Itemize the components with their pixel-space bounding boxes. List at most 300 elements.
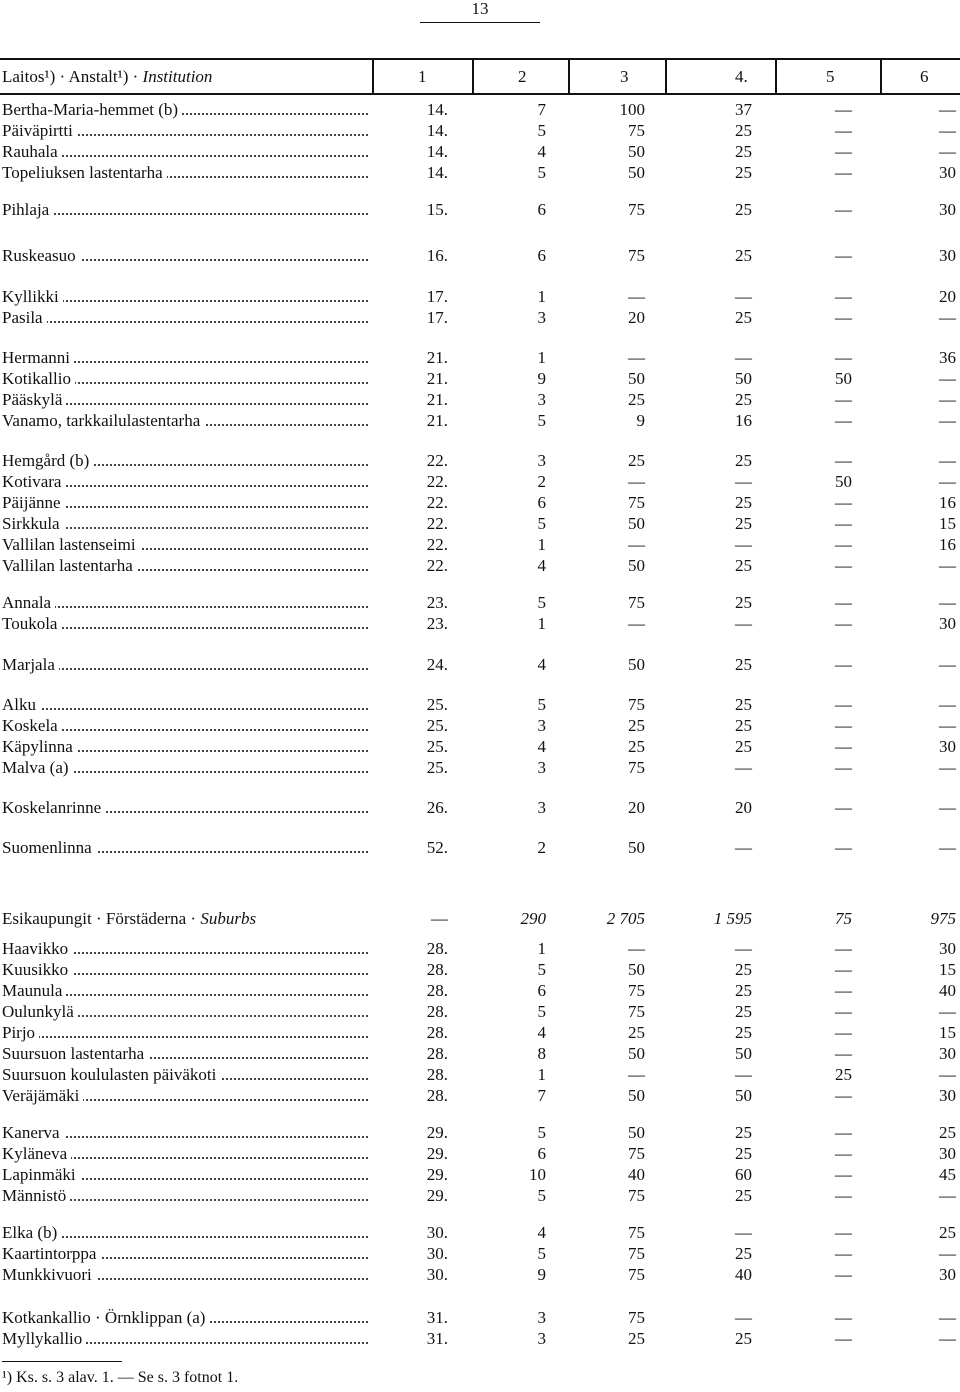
cell-col-5: — xyxy=(835,411,852,430)
cell-col-1: 22. xyxy=(426,493,448,512)
cell-col-2: 5 xyxy=(537,593,546,612)
footnote-rule xyxy=(2,1361,122,1362)
cell-col-3: 50 xyxy=(628,514,645,533)
cell-col-6: 25 xyxy=(939,1123,956,1142)
cell-col-2: 1 xyxy=(537,287,546,306)
institution-label: Suursuon lastentarha xyxy=(2,1044,148,1063)
table-row xyxy=(0,368,960,389)
cell-col-5: — xyxy=(835,535,852,554)
institution-name xyxy=(2,141,368,162)
cell-col-5: — xyxy=(835,593,852,612)
cell-col-4: 25 xyxy=(735,1186,752,1205)
cell-col-5: — xyxy=(835,287,852,306)
cell-col-4: 50 xyxy=(735,1086,752,1105)
institution-name xyxy=(2,162,368,183)
institution-label: Veräjämäki xyxy=(2,1086,83,1105)
header-divider xyxy=(665,60,667,93)
cell-col-3: 75 xyxy=(628,246,645,265)
table-row xyxy=(0,1143,960,1164)
dot-leader xyxy=(2,708,368,710)
cell-col-3: 75 xyxy=(628,121,645,140)
table-row xyxy=(0,938,960,959)
table-row xyxy=(0,592,960,613)
table-row xyxy=(0,1185,960,1206)
institution-label: Malva (a) xyxy=(2,758,73,777)
cell-col-6: 36 xyxy=(939,348,956,367)
cell-col-1: 22. xyxy=(426,451,448,470)
cell-col-3: 75 xyxy=(628,1144,645,1163)
cell-col-1: 25. xyxy=(426,716,448,735)
cell-col-6: — xyxy=(939,390,956,409)
institution-name xyxy=(2,534,368,555)
table-row xyxy=(0,347,960,368)
institution-name xyxy=(2,1085,368,1106)
institution-name xyxy=(2,592,368,613)
institution-name xyxy=(2,1043,368,1064)
cell-col-6: — xyxy=(939,1002,956,1021)
cell-col-5: — xyxy=(835,1308,852,1327)
cell-col-1: 23. xyxy=(426,593,448,612)
cell-col-1: 25. xyxy=(426,758,448,777)
table-row xyxy=(0,120,960,141)
cell-col-6: 30 xyxy=(939,737,956,756)
institution-name xyxy=(2,555,368,576)
cell-col-5: — xyxy=(835,1244,852,1263)
cell-col-5: — xyxy=(835,798,852,817)
institution-name xyxy=(2,938,368,959)
cell-col-2: 3 xyxy=(537,798,546,817)
cell-col-1: 16. xyxy=(426,246,448,265)
cell-col-6: — xyxy=(939,838,956,857)
cell-col-1: 17. xyxy=(426,308,448,327)
cell-col-2: 3 xyxy=(537,716,546,735)
institution-name xyxy=(2,389,368,410)
cell-col-2: 4 xyxy=(537,1023,546,1042)
cell-col-6: 20 xyxy=(939,287,956,306)
cell-col-3: 75 xyxy=(628,1308,645,1327)
institution-name xyxy=(2,980,368,1001)
cell-col-6: — xyxy=(939,593,956,612)
cell-col-3: 25 xyxy=(628,1329,645,1348)
cell-col-1: 30. xyxy=(426,1265,448,1284)
institution-label: Vallilan lastenseimi xyxy=(2,535,140,554)
table-row xyxy=(0,797,960,818)
cell-col-6: 30 xyxy=(939,1144,956,1163)
table-row xyxy=(0,141,960,162)
cell-col-1: 25. xyxy=(426,737,448,756)
institution-label: Pasila xyxy=(2,308,47,327)
cell-col-4: 25 xyxy=(735,142,752,161)
table-row xyxy=(0,1064,960,1085)
header-institution xyxy=(2,60,212,93)
cell-col-1: 14. xyxy=(426,121,448,140)
cell-col-1: 22. xyxy=(426,472,448,491)
institution-label: Bertha-Maria-hemmet (b) xyxy=(2,100,182,119)
cell-col-2: 5 xyxy=(537,1123,546,1142)
header-divider xyxy=(568,60,570,93)
summary-col-2: 290 xyxy=(520,909,546,928)
cell-col-3: 25 xyxy=(628,451,645,470)
cell-col-5: — xyxy=(835,1002,852,1021)
cell-col-3: 25 xyxy=(628,716,645,735)
cell-col-4: 60 xyxy=(735,1165,752,1184)
cell-col-3: — xyxy=(628,939,645,958)
summary-name-en: Suburbs xyxy=(200,909,257,928)
cell-col-3: 40 xyxy=(628,1165,645,1184)
summary-name-sv: Förstäderna xyxy=(105,909,187,928)
institution-label: Kotivara xyxy=(2,472,65,491)
cell-col-2: 3 xyxy=(537,1329,546,1348)
institution-label: Vallilan lastentarha xyxy=(2,556,137,575)
cell-col-2: 7 xyxy=(537,100,546,119)
cell-col-2: 5 xyxy=(537,121,546,140)
cell-col-5: — xyxy=(835,1223,852,1242)
cell-col-4: — xyxy=(735,838,752,857)
institution-label: Kaartintorppa xyxy=(2,1244,100,1263)
institution-name xyxy=(2,492,368,513)
dot-leader xyxy=(2,321,368,323)
cell-col-6: 30 xyxy=(939,939,956,958)
institution-label: Koskelanrinne xyxy=(2,798,105,817)
summary-col-1: — xyxy=(431,909,448,928)
cell-col-1: 15. xyxy=(426,200,448,219)
header-divider xyxy=(880,60,882,93)
header-institution-en: Institution xyxy=(142,67,213,86)
cell-col-2: 6 xyxy=(537,246,546,265)
table-row xyxy=(0,1307,960,1328)
summary-row xyxy=(0,908,960,929)
cell-col-2: 6 xyxy=(537,493,546,512)
cell-col-1: 17. xyxy=(426,287,448,306)
cell-col-3: 75 xyxy=(628,1002,645,1021)
institution-label: Kotikallio xyxy=(2,369,75,388)
cell-col-4: 25 xyxy=(735,960,752,979)
institution-name xyxy=(2,1143,368,1164)
summary-col-6: 975 xyxy=(930,909,956,928)
cell-col-6: — xyxy=(939,121,956,140)
table-row xyxy=(0,410,960,431)
institution-label: Kotkankallio · Örnklippan (a) xyxy=(2,1308,209,1327)
header-separator-1: · xyxy=(59,67,66,86)
cell-col-4: 25 xyxy=(735,1329,752,1348)
cell-col-4: 25 xyxy=(735,737,752,756)
institution-name xyxy=(2,694,368,715)
institution-label: Kanerva xyxy=(2,1123,64,1142)
institution-name xyxy=(2,410,368,431)
institution-name xyxy=(2,736,368,757)
cell-col-1: 28. xyxy=(426,960,448,979)
cell-col-1: 52. xyxy=(426,838,448,857)
cell-col-6: 30 xyxy=(939,163,956,182)
cell-col-5: — xyxy=(835,1186,852,1205)
footnote: ¹) Ks. s. 3 alav. 1. — Se s. 3 fotnot 1. xyxy=(2,1369,239,1386)
institution-name xyxy=(2,1264,368,1285)
institution-name xyxy=(2,245,368,266)
cell-col-3: 50 xyxy=(628,1086,645,1105)
table-row xyxy=(0,736,960,757)
cell-col-1: 14. xyxy=(426,100,448,119)
cell-col-1: 29. xyxy=(426,1123,448,1142)
institution-name xyxy=(2,1328,368,1349)
cell-col-4: — xyxy=(735,758,752,777)
institution-label: Haavikko xyxy=(2,939,72,958)
cell-col-5: — xyxy=(835,960,852,979)
institution-name xyxy=(2,959,368,980)
institution-name xyxy=(2,1001,368,1022)
cell-col-5: — xyxy=(835,163,852,182)
table-row xyxy=(0,389,960,410)
cell-col-4: 25 xyxy=(735,451,752,470)
institution-label: Topeliuksen lastentarha xyxy=(2,163,167,182)
cell-col-6: 30 xyxy=(939,200,956,219)
cell-col-5: — xyxy=(835,614,852,633)
dot-leader xyxy=(2,213,368,215)
cell-col-1: 30. xyxy=(426,1244,448,1263)
table-row xyxy=(0,286,960,307)
cell-col-5: — xyxy=(835,100,852,119)
institution-label: Männistö xyxy=(2,1186,70,1205)
cell-col-6: — xyxy=(939,142,956,161)
institution-label: Munkkivuori xyxy=(2,1265,96,1284)
cell-col-2: 3 xyxy=(537,1308,546,1327)
cell-col-4: 25 xyxy=(735,1244,752,1263)
cell-col-2: 2 xyxy=(537,838,546,857)
cell-col-6: 45 xyxy=(939,1165,956,1184)
institution-name xyxy=(2,797,368,818)
cell-col-3: — xyxy=(628,287,645,306)
cell-col-5: — xyxy=(835,695,852,714)
cell-col-6: — xyxy=(939,451,956,470)
institution-label: Kyläneva xyxy=(2,1144,71,1163)
cell-col-2: 4 xyxy=(537,142,546,161)
cell-col-4: 25 xyxy=(735,716,752,735)
cell-col-3: 75 xyxy=(628,981,645,1000)
dot-leader xyxy=(2,1036,368,1038)
institution-name xyxy=(2,1122,368,1143)
table-row xyxy=(0,1164,960,1185)
cell-col-6: — xyxy=(939,1186,956,1205)
cell-col-3: 25 xyxy=(628,390,645,409)
institution-label: Ruskeasuo xyxy=(2,246,80,265)
institution-name xyxy=(2,1185,368,1206)
cell-col-5: — xyxy=(835,655,852,674)
institution-name xyxy=(2,471,368,492)
cell-col-5: — xyxy=(835,493,852,512)
cell-col-3: 25 xyxy=(628,737,645,756)
cell-col-5: — xyxy=(835,1165,852,1184)
institution-name xyxy=(2,120,368,141)
institution-name xyxy=(2,1243,368,1264)
table-row xyxy=(0,492,960,513)
cell-col-4: — xyxy=(735,614,752,633)
institution-name xyxy=(2,1022,368,1043)
cell-col-1: 29. xyxy=(426,1186,448,1205)
institution-name xyxy=(2,1307,368,1328)
cell-col-2: 9 xyxy=(537,369,546,388)
cell-col-1: 28. xyxy=(426,1002,448,1021)
cell-col-3: 50 xyxy=(628,960,645,979)
page-number-rule xyxy=(420,22,540,23)
institution-name xyxy=(2,513,368,534)
table-row xyxy=(0,837,960,858)
cell-col-4: 25 xyxy=(735,695,752,714)
cell-col-6: — xyxy=(939,1308,956,1327)
header-separator-2: · xyxy=(132,67,139,86)
cell-col-3: 75 xyxy=(628,1223,645,1242)
institution-name xyxy=(2,347,368,368)
institution-label: Pääskylä xyxy=(2,390,66,409)
table-row xyxy=(0,162,960,183)
institution-label: Hemgård (b) xyxy=(2,451,93,470)
table-row xyxy=(0,1122,960,1143)
cell-col-4: 25 xyxy=(735,1002,752,1021)
cell-col-6: 15 xyxy=(939,960,956,979)
cell-col-5: — xyxy=(835,1044,852,1063)
cell-col-4: — xyxy=(735,348,752,367)
cell-col-5: — xyxy=(835,390,852,409)
table-row xyxy=(0,199,960,220)
cell-col-1: 28. xyxy=(426,1044,448,1063)
institution-label: Marjala xyxy=(2,655,59,674)
institution-name xyxy=(2,837,368,858)
cell-col-2: 10 xyxy=(529,1165,546,1184)
cell-col-2: 6 xyxy=(537,200,546,219)
cell-col-5: — xyxy=(835,348,852,367)
cell-col-4: 25 xyxy=(735,981,752,1000)
institution-name xyxy=(2,1164,368,1185)
cell-col-1: 28. xyxy=(426,939,448,958)
cell-col-1: 22. xyxy=(426,514,448,533)
table-row xyxy=(0,1022,960,1043)
cell-col-4: 25 xyxy=(735,493,752,512)
cell-col-1: 28. xyxy=(426,1086,448,1105)
header-col-1: 1 xyxy=(418,67,427,86)
cell-col-6: 15 xyxy=(939,1023,956,1042)
cell-col-6: — xyxy=(939,798,956,817)
cell-col-3: 9 xyxy=(636,411,645,430)
cell-col-5: — xyxy=(835,200,852,219)
institution-name xyxy=(2,1064,368,1085)
cell-col-5: 25 xyxy=(835,1065,852,1084)
cell-col-1: 22. xyxy=(426,535,448,554)
cell-col-4: 25 xyxy=(735,163,752,182)
summary-col-5: 75 xyxy=(835,909,852,928)
institution-name xyxy=(2,654,368,675)
cell-col-4: 25 xyxy=(735,200,752,219)
institution-label: Suursuon koululasten päiväkoti xyxy=(2,1065,220,1084)
cell-col-6: — xyxy=(939,100,956,119)
cell-col-6: — xyxy=(939,556,956,575)
table-row xyxy=(0,1222,960,1243)
header-divider xyxy=(775,60,777,93)
cell-col-2: 4 xyxy=(537,655,546,674)
summary-name-fi: Esikaupungit xyxy=(2,909,92,928)
institution-label: Päijänne xyxy=(2,493,65,512)
cell-col-6: — xyxy=(939,1244,956,1263)
cell-col-4: 25 xyxy=(735,308,752,327)
cell-col-4: 40 xyxy=(735,1265,752,1284)
cell-col-1: 21. xyxy=(426,369,448,388)
cell-col-3: 50 xyxy=(628,1044,645,1063)
cell-col-4: — xyxy=(735,1308,752,1327)
cell-col-6: — xyxy=(939,411,956,430)
cell-col-4: 16 xyxy=(735,411,752,430)
cell-col-1: 29. xyxy=(426,1144,448,1163)
cell-col-3: 75 xyxy=(628,1186,645,1205)
cell-col-3: 75 xyxy=(628,593,645,612)
institution-label: Rauhala xyxy=(2,142,62,161)
institution-label: Oulunkylä xyxy=(2,1002,78,1021)
cell-col-3: 50 xyxy=(628,838,645,857)
cell-col-5: — xyxy=(835,556,852,575)
cell-col-2: 6 xyxy=(537,981,546,1000)
cell-col-1: 31. xyxy=(426,1329,448,1348)
institution-label: Hermanni xyxy=(2,348,74,367)
institution-name xyxy=(2,286,368,307)
cell-col-2: 1 xyxy=(537,1065,546,1084)
cell-col-6: — xyxy=(939,758,956,777)
institution-label: Pihlaja xyxy=(2,200,53,219)
institution-label: Vanamo, tarkkailulastentarha xyxy=(2,411,204,430)
cell-col-5: — xyxy=(835,514,852,533)
cell-col-2: 1 xyxy=(537,939,546,958)
cell-col-3: — xyxy=(628,1065,645,1084)
cell-col-5: — xyxy=(835,1123,852,1142)
cell-col-1: 25. xyxy=(426,695,448,714)
cell-col-1: 14. xyxy=(426,142,448,161)
cell-col-1: 30. xyxy=(426,1223,448,1242)
cell-col-3: 20 xyxy=(628,798,645,817)
summary-separator-2: · xyxy=(190,909,197,928)
cell-col-1: 14. xyxy=(426,163,448,182)
cell-col-5: 50 xyxy=(835,369,852,388)
institution-label: Elka (b) xyxy=(2,1223,61,1242)
cell-col-1: 21. xyxy=(426,390,448,409)
cell-col-3: 75 xyxy=(628,493,645,512)
cell-col-3: 75 xyxy=(628,1265,645,1284)
cell-col-5: — xyxy=(835,1086,852,1105)
cell-col-3: — xyxy=(628,472,645,491)
institution-label: Käpylinna xyxy=(2,737,77,756)
cell-col-3: — xyxy=(628,614,645,633)
cell-col-2: 6 xyxy=(537,1144,546,1163)
cell-col-6: 30 xyxy=(939,1086,956,1105)
cell-col-4: 25 xyxy=(735,1144,752,1163)
institution-label: Lapinmäki xyxy=(2,1165,80,1184)
cell-col-4: — xyxy=(735,472,752,491)
cell-col-4: 25 xyxy=(735,1023,752,1042)
cell-col-2: 5 xyxy=(537,1002,546,1021)
cell-col-4: 25 xyxy=(735,556,752,575)
cell-col-2: 1 xyxy=(537,535,546,554)
table-row xyxy=(0,245,960,266)
cell-col-3: — xyxy=(628,348,645,367)
institution-name xyxy=(2,1222,368,1243)
table-row xyxy=(0,1043,960,1064)
cell-col-5: — xyxy=(835,142,852,161)
cell-col-6: 16 xyxy=(939,535,956,554)
cell-col-1: 22. xyxy=(426,556,448,575)
cell-col-1: 23. xyxy=(426,614,448,633)
institution-label: Suomenlinna xyxy=(2,838,96,857)
header-divider xyxy=(372,60,374,93)
cell-col-3: 50 xyxy=(628,556,645,575)
cell-col-3: 50 xyxy=(628,1123,645,1142)
cell-col-6: — xyxy=(939,308,956,327)
table-row xyxy=(0,1001,960,1022)
cell-col-1: 24. xyxy=(426,655,448,674)
institution-label: Annala xyxy=(2,593,55,612)
